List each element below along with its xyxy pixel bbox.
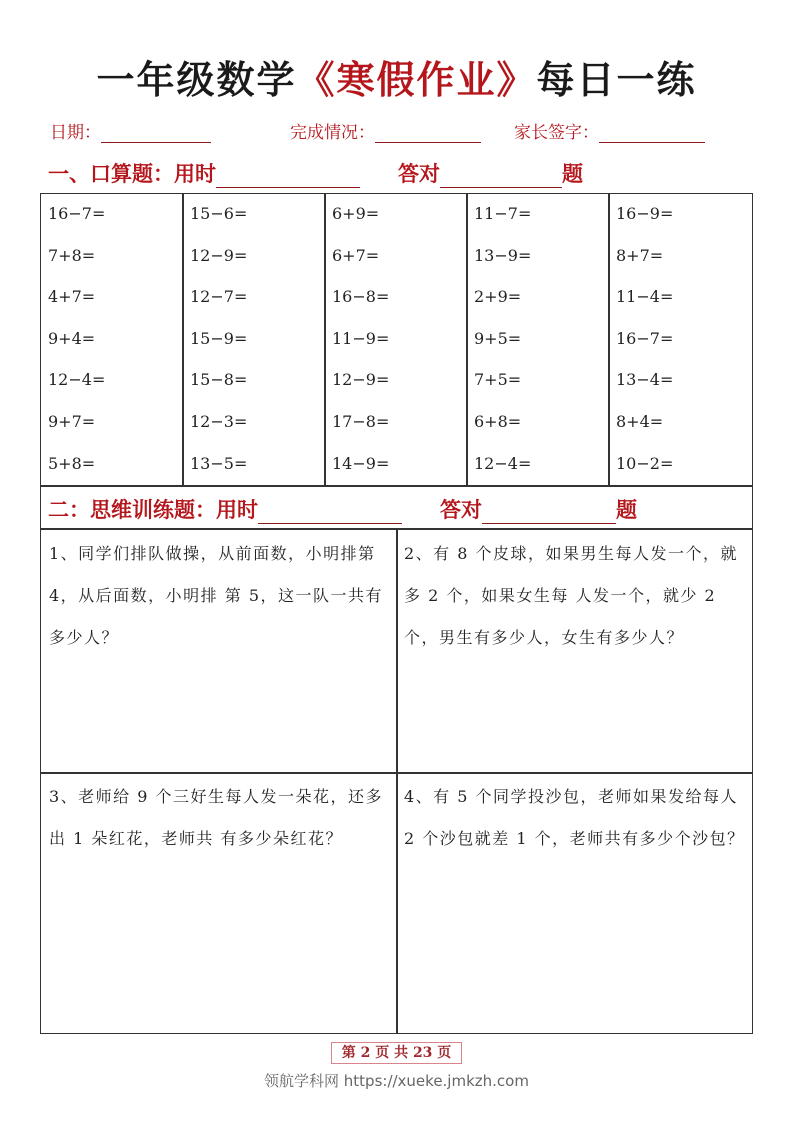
equation: 16−7= xyxy=(48,204,106,223)
section1-unit: 题 xyxy=(562,161,583,186)
date-label: 日期： xyxy=(50,123,101,143)
divider xyxy=(466,193,468,485)
section2-correct-blank[interactable] xyxy=(482,501,616,524)
equation: 4+7= xyxy=(48,287,96,307)
section2-unit: 题 xyxy=(616,497,637,522)
divider xyxy=(324,193,326,485)
completion-blank[interactable] xyxy=(375,124,481,143)
equation: 13−5= xyxy=(190,453,248,473)
date-blank[interactable] xyxy=(101,124,211,143)
equation: 16−9= xyxy=(616,204,674,223)
equation: 2+9= xyxy=(474,287,522,307)
equation: 9+7= xyxy=(48,412,96,431)
equation: 9+5= xyxy=(474,328,522,348)
equation: 12−4= xyxy=(48,370,106,390)
equation: 15−9= xyxy=(190,328,248,348)
equation: 5+8= xyxy=(48,453,96,473)
equation: 11−7= xyxy=(474,204,532,223)
section2-time-blank[interactable] xyxy=(258,501,402,524)
section2-title: 二：思维训练题：用时 xyxy=(48,497,258,522)
divider xyxy=(396,528,398,1034)
section1-heading xyxy=(48,158,583,188)
divider xyxy=(40,485,753,487)
section1-time-blank[interactable] xyxy=(216,165,360,188)
divider xyxy=(608,193,610,485)
section2-correct-label: 答对 xyxy=(440,497,482,522)
equation: 17−8= xyxy=(332,412,390,431)
site-watermark: 领航学科网 https://xueke.jmkzh.com xyxy=(264,1072,529,1090)
info-line xyxy=(50,118,750,144)
problem-3: 3、老师给 9 个三好生每人发一朵花，还多出 1 朵红花，老师共 有多少朵红花？ xyxy=(49,787,384,848)
equation: 9+4= xyxy=(48,328,96,348)
date-field[interactable] xyxy=(50,118,211,143)
equation: 12−9= xyxy=(332,370,390,390)
problem-1: 1、同学们排队做操，从前面数，小明排第 4，从后面数，小明排 第 5，这一队一共有多少人？ xyxy=(49,544,384,647)
parent-signature-blank[interactable] xyxy=(599,124,705,143)
section1-title: 一、口算题：用时 xyxy=(48,161,216,186)
section2-heading xyxy=(48,494,637,524)
completion-label: 完成情况： xyxy=(290,123,375,143)
problem-2: 2、有 8 个皮球，如果男生每人发一个，就多 2 个，如果女生每 人发一个，就少 2 个，男生有多少人，女生有多少人？ xyxy=(404,544,739,647)
equation: 12−4= xyxy=(474,453,532,473)
equation: 14−9= xyxy=(332,453,390,473)
page-indicator: 第 2 页 共 23 页 xyxy=(331,1042,462,1064)
parent-signature-field[interactable] xyxy=(514,118,705,143)
equation: 10−2= xyxy=(616,453,674,473)
completion-field[interactable] xyxy=(290,118,481,143)
equation: 8+7= xyxy=(616,245,664,265)
equation: 12−7= xyxy=(190,287,248,307)
equation: 15−6= xyxy=(190,204,248,223)
title-prefix: 一年级数学 xyxy=(96,57,297,102)
equation: 16−8= xyxy=(332,287,390,307)
equation: 12−3= xyxy=(190,412,248,431)
problem-4: 4、有 5 个同学投沙包，老师如果发给每人 2 个沙包就差 1 个，老师共有多少个沙包？ xyxy=(404,787,745,848)
equation: 6+8= xyxy=(474,412,522,431)
equation: 7+5= xyxy=(474,370,522,390)
equation: 15−8= xyxy=(190,370,248,390)
parent-signature-label: 家长签字： xyxy=(514,123,599,143)
equation: 6+7= xyxy=(332,245,380,265)
divider xyxy=(182,193,184,485)
equation: 12−9= xyxy=(190,245,248,265)
equation: 11−9= xyxy=(332,328,390,348)
equation: 16−7= xyxy=(616,328,674,348)
title-highlight: 《寒假作业》 xyxy=(296,57,537,102)
equation: 6+9= xyxy=(332,204,380,223)
section1-correct-label: 答对 xyxy=(398,161,440,186)
equation: 7+8= xyxy=(48,245,96,265)
equation: 11−4= xyxy=(616,287,674,307)
equation: 13−9= xyxy=(474,245,532,265)
title-suffix: 每日一练 xyxy=(536,57,697,102)
page-title xyxy=(0,52,793,108)
section1-correct-blank[interactable] xyxy=(440,165,562,188)
equation: 8+4= xyxy=(616,412,664,431)
equation: 13−4= xyxy=(616,370,674,390)
